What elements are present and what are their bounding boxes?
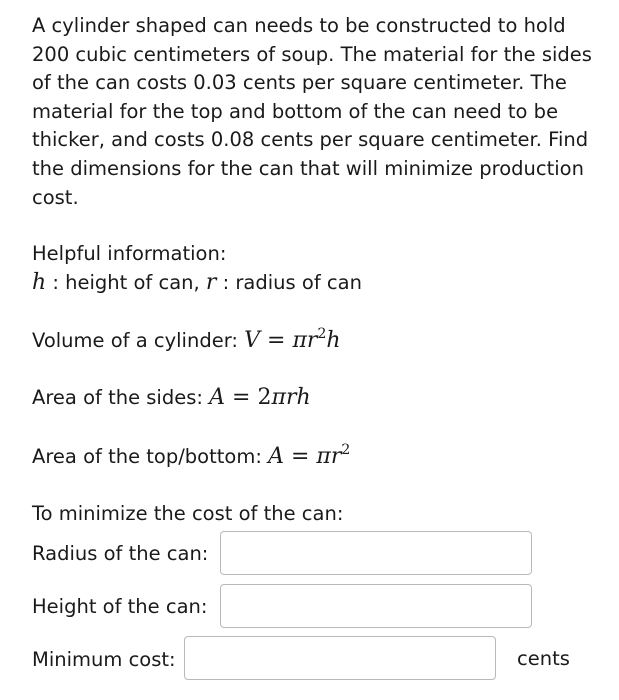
radius-input[interactable] — [220, 531, 532, 575]
var-h: h — [32, 270, 47, 295]
volume-label: Volume of a cylinder: — [32, 329, 245, 352]
variable-definitions — [32, 269, 362, 297]
volume-formula-line — [32, 327, 341, 355]
sides-formula: A = 2πrh — [209, 385, 311, 410]
helpful-heading: Helpful information: — [32, 242, 227, 265]
topbottom-label: Area of the top/bottom: — [32, 445, 269, 468]
topbottom-formula-line — [32, 443, 350, 471]
problem-statement: A cylinder shaped can needs to be constructed to hold 200 cubic centimeters of soup. The material for the sides of the can costs 0.03 cents per square centimeter. The material for the top and bottom of the can need to be thicker, and costs 0.08 cents per square centimeter. Find the dimensions for the can that will minimize production cost. — [32, 14, 592, 209]
cost-label: Minimum cost: — [32, 647, 176, 671]
sides-label: Area of the sides: — [32, 386, 210, 409]
var-r-desc: : radius of can — [216, 271, 362, 294]
height-input[interactable] — [220, 584, 532, 628]
volume-formula: $V = \pi r^2h$ — [244, 326, 341, 353]
answers-heading: To minimize the cost of the can: — [32, 502, 344, 525]
height-label: Height of the can: — [32, 594, 208, 618]
var-h-desc: : height of can, — [46, 271, 206, 294]
cost-input[interactable] — [184, 636, 496, 680]
radius-label: Radius of the can: — [32, 541, 209, 565]
var-r: r — [205, 270, 217, 295]
sides-formula-line — [32, 384, 311, 412]
cost-unit: cents — [517, 647, 570, 670]
topbottom-formula: $A = \pi r^2$ — [268, 442, 351, 469]
